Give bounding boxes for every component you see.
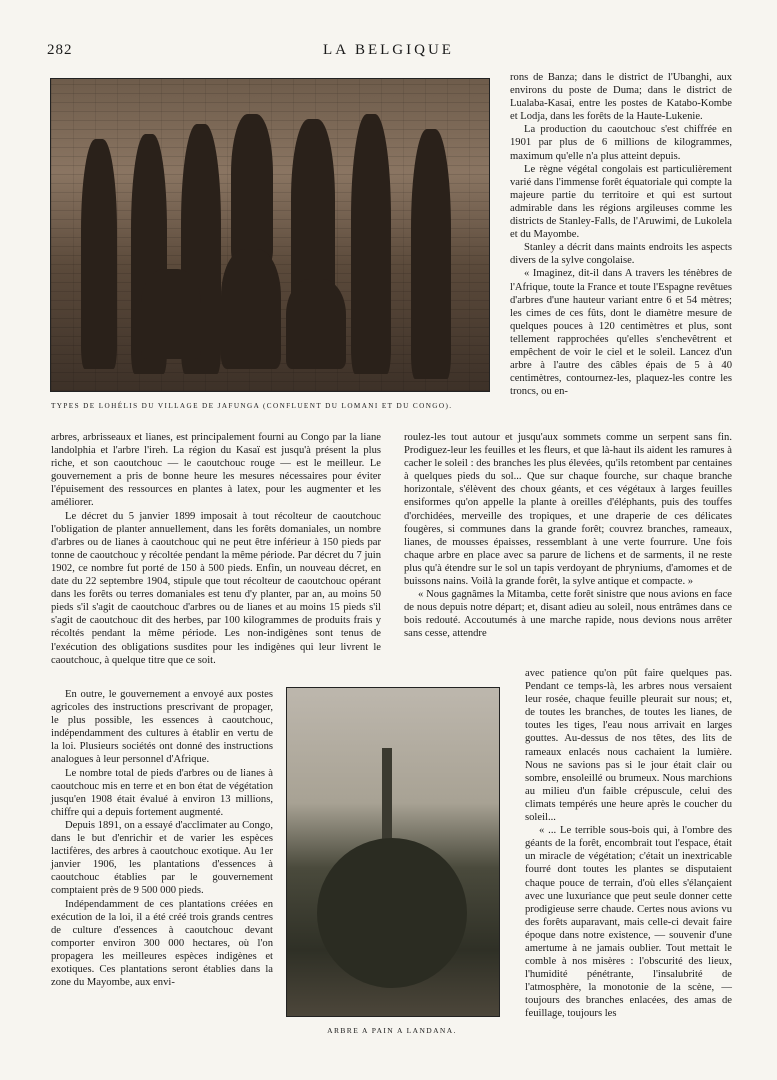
paragraph: rons de Banza; dans le district de l'Ubanghi, aux environs du poste de Duma; dans le district de Lualaba-Kasai, entre les postes de Katabo-Kombe et Lodja, dans les forêts de la Haute-Lukenie.: [510, 72, 732, 123]
right-column-narrow: [525, 667, 732, 1021]
paragraph: En outre, le gouvernement a envoyé aux postes agricoles des instructions prescrivant de propager, le plus possible, les essences à caoutchouc, indépendamment des cultures à établir en vertu de la loi. Plusieurs sociétés ont donné des instructions analogues à leur personnel d'Afrique.: [51, 689, 273, 766]
right-column-top: [510, 71, 732, 398]
top-figure-caption: TYPES DE LOHÉLIS DU VILLAGE DE JAFUNGA (CONFLUENT DU LOMANI ET DU CONGO).: [51, 402, 453, 410]
paragraph: Le règne végétal congolais est particulièrement varié dans l'immense forêt équatoriale qui compte la majeure partie du territoire et qui est surtout admirable dans les régions argileuses comme les districts de Stanley-Falls, de l'Aruwimi, de Lukolela et du Mayombe.: [510, 163, 732, 241]
paragraph: roulez-les tout autour et jusqu'aux sommets comme un serpent sans fin. Prodiguez-leur les feuilles et les fleurs, et que là-haut ils aident les ramures à cacher le soleil : des branches les plus élevées, qu'ils retombent par centaines à quelques pieds du sol... Que sur chaque fourche, sur chaque branche horizontale, s'élèvent des choux géants, et ces végétaux à larges feuilles ensiformes qu'on appelle la plante à oreilles d'éléphants, puis des touffes d'orchidées, merveille des tropiques, et une draperie de ces délicates fougères, si communes dans la grande forêt; couvrez branches, rameaux, lianes, de mousses épaisses, ressemblant à une verte fourrure. Une fois chaque arbre en place avec sa parure de lichens et de sarments, il ne reste plus qu'à étendre sur le sol un tapis verdoyant de phryniums, d'amomes et de buissons nains. Voilà la grande forêt, la sylve antique et compacte. »: [404, 432, 732, 588]
paragraph: La production du caoutchouc s'est chiffrée en 1901 par plus de 6 millions de kilogrammes, maximum qu'elle n'a plus atteint depuis.: [510, 124, 732, 162]
paragraph: Le nombre total de pieds d'arbres ou de lianes à caoutchouc mis en terre et en bon état de végétation jusqu'en 1908 était évalué à environ 13 millions, chiffre qui a depuis fortement augmenté.: [51, 767, 273, 818]
paragraph: avec patience qu'on pût faire quelques pas. Pendant ce temps-là, les arbres nous versaient leur rosée, chaque feuille pleurait sur nous; et, de toutes les branches, de toutes les lianes, de toutes les tiges, l'eau nous arrivait en larges gouttes. Au-dessus de nos têtes, des lits de rameaux enlacés nous cachaient la lumière. Nous ne savions pas si le jour était clair ou sombre, ensoleillé ou brumeux. Nous marchions au milieu d'un faible crépuscule, celui des climats tempérés une heure après le coucher du soleil...: [525, 668, 732, 824]
page-number: 282: [47, 42, 73, 58]
bottom-figure-caption: ARBRE A PAIN A LANDANA.: [327, 1026, 457, 1035]
paragraph: Le décret du 5 janvier 1899 imposait à tout récolteur de caoutchouc l'obligation de planter annuellement, dans les forêts domaniales, un nombre d'arbres ou de lianes à caoutchouc qui ne peut être inférieur à 150 pieds par tonne de caoutchouc y récoltée pendant la même période. Par décret du 7 juin 1902, ce nombre fut porté de 150 à 500 pieds. Enfin, un nouveau décret, en date du 22 septembre 1904, stipule que tout récolteur de caoutchouc opérant dans les forêts ou terres domaniales est tenu d'y planter, par an, au moins 50 pieds s'il s'agit de caoutchouc d'arbres ou de lianes et au moins 15 pieds s'il s'agit de caoutchouc dit des herbes, par 100 kilogrammes de produits frais y récoltés pendant la même période. Les non-indigènes sont tenus de l'exécution des obligations susdites pour les indigènes qui leur livrent le caoutchouc, à quelque titre que ce soit.: [51, 510, 381, 666]
paragraph: « ... Le terrible sous-bois qui, à l'ombre des géants de la forêt, encombrait tout l'espace, était un miracle de végétation; c'était un inextricable fourré dont toutes les plantes se disputaient chaque pouce de terrain, d'où elles s'élançaient avec une luxuriance que peut seule donner cette prodigieuse serre chaude. Certes nous avions vu des forêts auparavant, mais celle-ci devait faire époque dans notre existence, — souvenir d'une amertume à ne jamais oublier. Tout mettait le comble à nos misères : l'obscurité des lieux, l'humidité pénétrante, l'insalubrité de l'atmosphère, la monotonie de la scène, — toujours des branches enlacées, des amas de feuillage, toujours les: [525, 825, 732, 1020]
photo-lohelis-group: [50, 78, 490, 392]
left-column-narrow: [51, 688, 273, 989]
paragraph: « Nous gagnâmes la Mitamba, cette forêt sinistre que nous avions en face de nous depuis notre départ; et, disant adieu au soleil, nous entrâmes dans ce bois redouté. Accoutumés à une marche rapide, nous devions nous arrêter sans cesse, attendre: [404, 589, 732, 640]
paragraph: Indépendamment de ces plantations créées en exécution de la loi, il a été créé trois grands centres de culture d'essences à caoutchouc devant comporter environ 300 000 hectares, où l'on propagera les meilleures espèces indigènes et exotiques. Ces plantations seront établies dans la zone du Mayombe, aux envi-: [51, 898, 273, 989]
running-title: LA BELGIQUE: [323, 42, 454, 58]
paragraph: Stanley a décrit dans maints endroits les aspects divers de la sylve congolaise.: [510, 242, 732, 267]
photo-breadfruit-tree: [286, 687, 500, 1017]
paragraph: « Imaginez, dit-il dans A travers les ténèbres de l'Afrique, toute la France et toute l'Espagne revêtues d'arbres d'une hauteur variant entre 6 et 54 mètres; les cimes de ces fûts, dont le diamètre mesure de quelques pouces à 120 centimètres et plus, sont tellement rapprochées qu'elles s'enchevêtrent et empêchent de voir le ciel et le soleil. Lancez d'un arbre à l'autre des câbles épais de 5 à 40 centimètres, contournez-les, plaquez-les contre les troncs, ou en-: [510, 268, 732, 398]
right-column-wide: [404, 431, 732, 641]
paragraph: arbres, arbrisseaux et lianes, est principalement fourni au Congo par la liane landolphia et l'arbre l'ireh. La région du Kasaï est jusqu'à présent la plus riche, et son caoutchouc — le caoutchouc rouge — est le meilleur. Le gouvernement a pris de bonne heure les mesures nécessaires pour éviter l'épuisement des ressources en plantes à latex, pour les augmenter et les améliorer.: [51, 432, 381, 509]
paragraph: Depuis 1891, on a essayé d'acclimater au Congo, dans le but d'enrichir et de varier les espèces lactifères, des arbres à caoutchouc exotique. Au 1er janvier 1906, les plantations d'essences à caoutchouc établies par le gouvernement comptaient près de 9 500 000 pieds.: [51, 819, 273, 897]
left-column-wide: [51, 431, 381, 667]
